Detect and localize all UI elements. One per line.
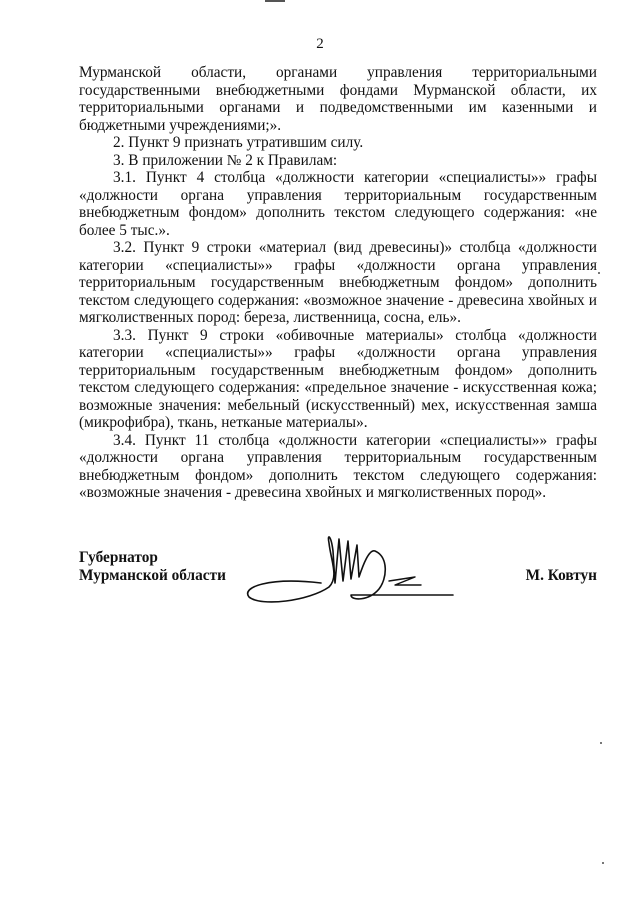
signer-title-line-2: Мурманской области [79,567,226,584]
signature-block [79,549,597,609]
signer-name: М. Ковтун [525,567,597,584]
paragraph-item-3-1: 3.1. Пункт 4 столбца «должности категории «специалисты»» графы «должности органа управления территориальным государственным внебюджетным фондом» дополнить текстом следующего содержания: «не более 5 тыс.». [79,169,597,239]
scan-artifact-dot [602,862,604,864]
paragraph-item-3-2: 3.2. Пункт 9 строки «материал (вид древесины)» столбца «должности категории «специалисты»» графы «должности органа управления территориальным государственным внебюджетным фондом» дополнить текстом следующего содержания: «возможное значение - древесина хвойных и мягколиственных пород: береза, лиственница, сосна, ель». [79,239,597,326]
scan-artifact-top [265,0,285,2]
paragraph-item-3: 3. В приложении № 2 к Правилам: [113,151,338,169]
paragraph-continuation: Мурманской области, органами управления территориальными государственными внебюджетными фондами Мурманской области, их территориальными органами и подведомственными им казенными и бюджетными учреждениями;». [79,64,597,134]
scan-artifact-dot [598,272,600,274]
page-number: 2 [316,36,324,52]
signer-title-line-1: Губернатор [79,549,158,566]
scan-artifact-dot [600,742,602,744]
paragraph-item-2: 2. Пункт 9 признать утратившим силу. [113,134,364,151]
paragraph-item-3-3: 3.3. Пункт 9 строки «обивочные материалы» столбца «должности категории «специалисты»» графы «должности органа управления территориальным государственным внебюджетным фондом» дополнить текстом следующего содержания: «предельное значение - искусственная кожа; возможные значения: мебельный (искусственный) мех, искусственная замша (микрофибра), ткань, нетканые материалы». [79,326,597,431]
document-body [79,64,597,502]
paragraph-item-3-4: 3.4. Пункт 11 столбца «должности категории «специалисты»» графы «должности органа управления территориальным государственным внебюджетным фондом» дополнить текстом следующего содержания: «возможные значения - древесина хвойных и мягколиственных пород». [79,431,597,501]
signer-title [79,549,226,585]
handwritten-signature [239,531,489,606]
